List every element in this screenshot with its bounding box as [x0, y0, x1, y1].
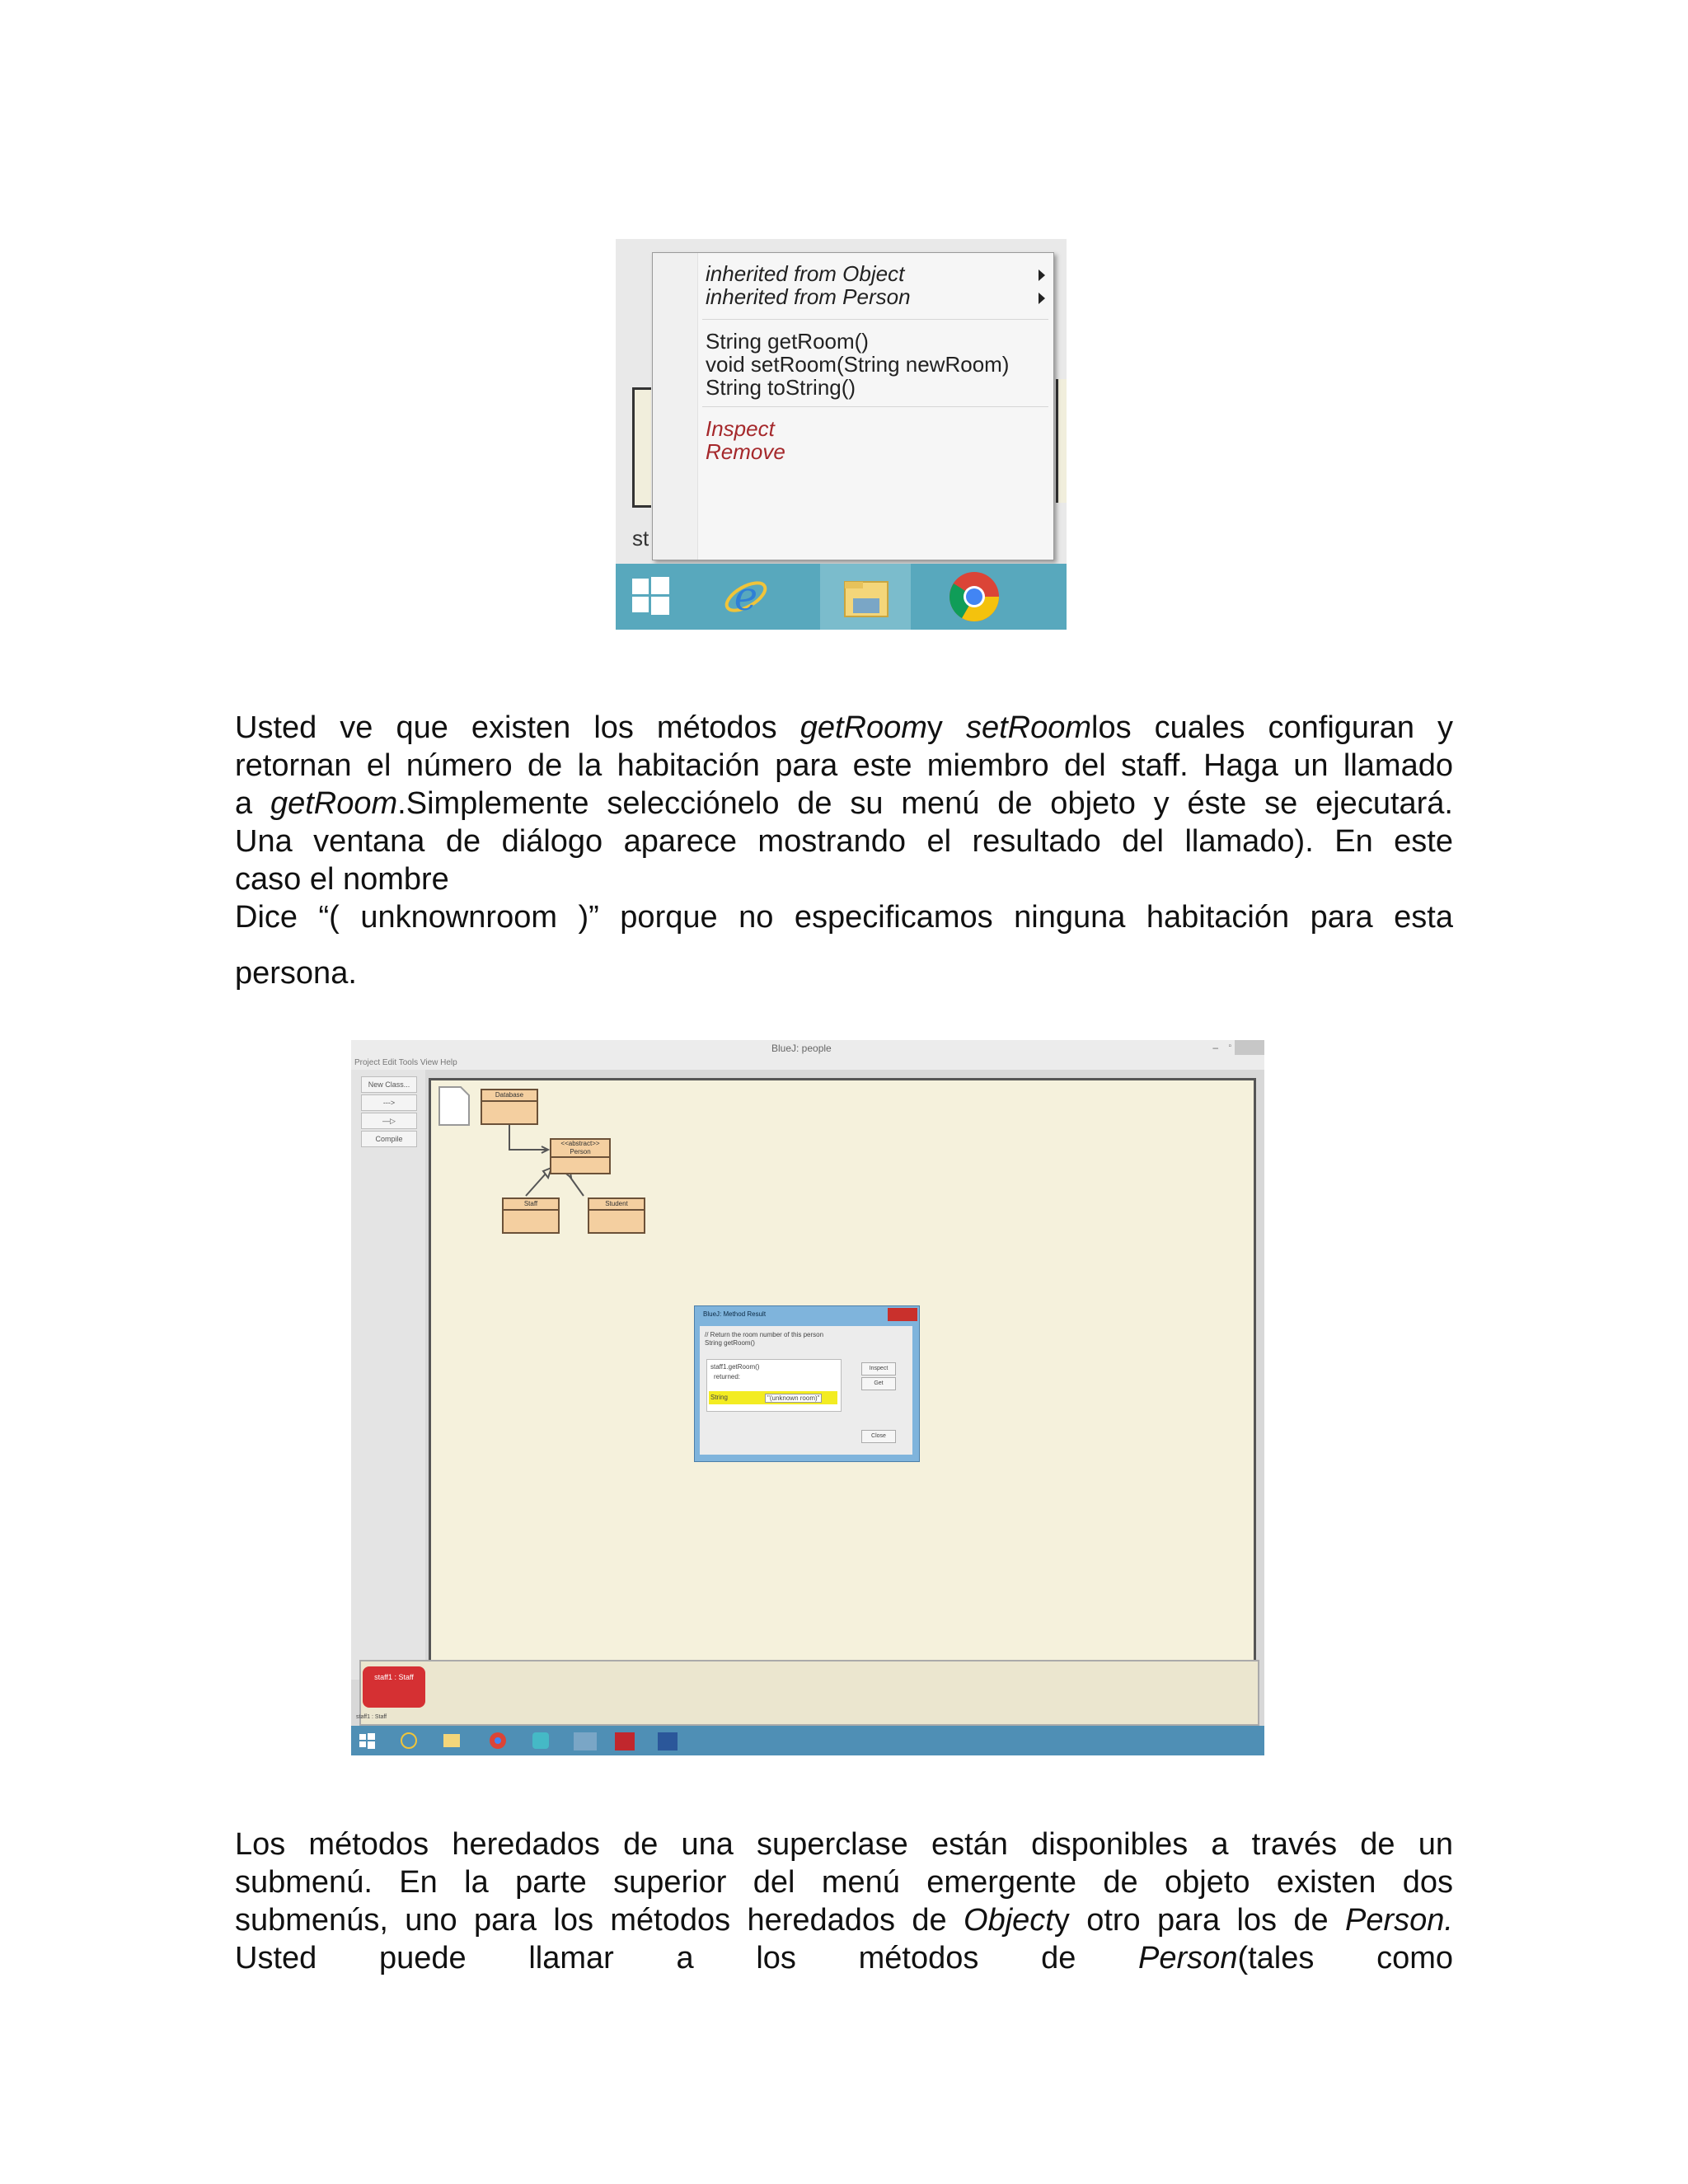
result-panel — [706, 1359, 842, 1412]
chrome-icon[interactable] — [929, 564, 1020, 630]
menu-bar — [351, 1057, 1264, 1070]
tool-panel — [351, 1070, 425, 1680]
inherits-arrow-button[interactable]: —▷ — [361, 1113, 417, 1129]
new-class-button[interactable]: New Class... — [361, 1076, 417, 1093]
taskbar-icons — [351, 1726, 763, 1755]
method-signature: String getRoom() — [705, 1339, 755, 1347]
text-line: submenú. En la parte superior del menú emergente de objeto existen dos — [235, 1865, 1453, 1900]
object-staff1[interactable]: staff1 : Staff — [363, 1666, 425, 1708]
paragraph-inherited-methods — [235, 1825, 1453, 1977]
compile-button[interactable]: Compile — [361, 1131, 417, 1147]
menu-item-set-room[interactable]: void setRoom(String newRoom) — [706, 352, 1010, 377]
method-call: staff1.getRoom() — [710, 1363, 760, 1371]
text-line: Los métodos heredados de una superclase están disponibles a través de un — [235, 1827, 1453, 1862]
paragraph-get-room — [235, 709, 1453, 992]
close-button[interactable]: Close — [861, 1430, 896, 1443]
object-context-menu — [652, 252, 1054, 560]
dialog-close-icon[interactable] — [888, 1308, 917, 1321]
background-object-frame — [632, 387, 651, 508]
text-line: Usted puede llamar a los métodos de Person(tales como — [235, 1941, 1453, 1975]
file-explorer-icon[interactable] — [820, 564, 911, 630]
class-person[interactable] — [550, 1138, 611, 1174]
window-title: BlueJ: people — [771, 1043, 832, 1054]
text-line: submenús, uno para los métodos heredados de Objecty otro para los de Person. — [235, 1903, 1453, 1938]
menu-separator — [702, 406, 1048, 407]
close-icon[interactable] — [1235, 1040, 1264, 1055]
dialog-title: BlueJ: Method Result — [703, 1310, 767, 1318]
result-type: String — [710, 1394, 728, 1401]
class-staff[interactable]: Staff — [502, 1197, 560, 1234]
menu-item-get-room[interactable]: String getRoom() — [706, 329, 869, 354]
menu-item-inspect[interactable]: Inspect — [706, 416, 775, 441]
returned-label: returned: — [714, 1373, 741, 1380]
class-database[interactable]: Database — [481, 1089, 538, 1125]
text-line: a getRoom.Simplemente selecciónelo de su menú de objeto y éste se ejecutará. — [235, 786, 1453, 821]
text-line: retornan el número de la habitación para este miembro del staff. Haga un llamado — [235, 748, 1453, 783]
method-comment: // Return the room number of this person — [705, 1331, 824, 1338]
dialog-body — [700, 1326, 912, 1455]
window-title-bar — [351, 1040, 1264, 1057]
menu-item-inherited-person[interactable]: inherited from Person — [706, 284, 911, 309]
inspect-button[interactable]: Inspect — [861, 1362, 896, 1376]
context-menu-screenshot — [616, 239, 1067, 630]
text-line: Una ventana de diálogo aparece mostrando el resultado del llamado). En este — [235, 824, 1453, 859]
menu-separator — [702, 319, 1048, 320]
menu-bar-items[interactable]: Project Edit Tools View Help — [354, 1058, 457, 1067]
result-value: "(unknown room)" — [765, 1394, 822, 1403]
windows-taskbar — [616, 564, 1067, 630]
status-label: staff1 : Staff — [356, 1714, 387, 1720]
background-label: st — [632, 526, 649, 551]
menu-gutter — [653, 253, 698, 560]
windows-taskbar — [351, 1726, 1264, 1755]
get-button[interactable]: Get — [861, 1377, 896, 1390]
windows-start-icon[interactable] — [616, 564, 686, 630]
class-person-title: Person — [570, 1148, 591, 1155]
bluej-window-screenshot — [351, 1040, 1264, 1755]
maximize-icon[interactable]: ▫ — [1228, 1042, 1231, 1051]
text-line: Usted ve que existen los métodos getRoomy setRoomlos cuales configuran y — [235, 710, 1453, 745]
uses-arrow-button[interactable]: ---> — [361, 1094, 417, 1111]
class-student[interactable]: Student — [588, 1197, 645, 1234]
submenu-arrow-icon — [1039, 269, 1045, 281]
submenu-arrow-icon — [1039, 293, 1045, 304]
minimize-icon[interactable]: – — [1212, 1042, 1218, 1053]
menu-item-inherited-object[interactable]: inherited from Object — [706, 261, 905, 286]
class-stereotype: <<abstract>> — [560, 1140, 600, 1147]
text-line: caso el nombre — [235, 862, 449, 897]
menu-item-to-string[interactable]: String toString() — [706, 375, 856, 400]
method-result-dialog — [694, 1305, 920, 1462]
svg-text:e: e — [734, 574, 758, 620]
menu-item-remove[interactable]: Remove — [706, 439, 785, 464]
internet-explorer-icon[interactable] — [715, 564, 776, 630]
object-bench — [359, 1660, 1259, 1726]
text-line: Dice “( unknownroom )” porque no especificamos ninguna habitación para esta — [235, 900, 1453, 935]
background-object-frame-right — [1056, 379, 1067, 503]
text-line: persona. — [235, 956, 357, 991]
